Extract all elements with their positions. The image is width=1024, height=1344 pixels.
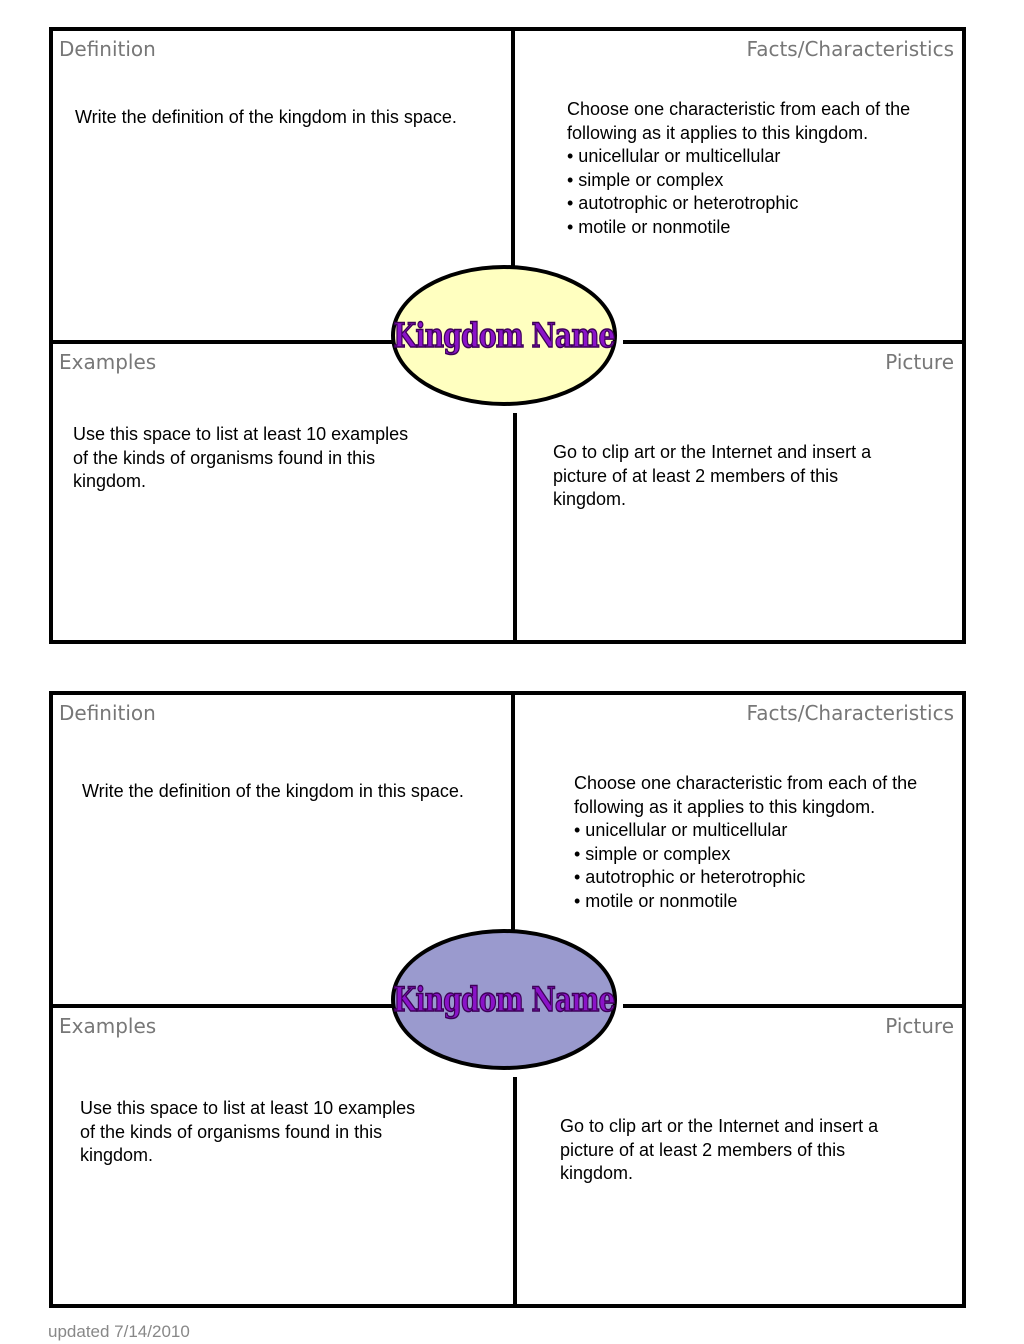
divider-left-horizontal: [53, 340, 393, 344]
picture-line: kingdom.: [560, 1163, 634, 1183]
facts-bullet: • autotrophic or heterotrophic: [574, 867, 806, 887]
facts-line: following as it applies to this kingdom.: [574, 796, 876, 817]
definition-label: Definition: [59, 701, 156, 725]
facts-label: Facts/Characteristics: [746, 701, 954, 725]
examples-label: Examples: [59, 1014, 157, 1038]
kingdom-name-title: Kingdom Name: [393, 979, 615, 1020]
facts-instructions: [567, 98, 910, 239]
examples-instructions: [80, 1097, 415, 1168]
facts-line: Choose one characteristic from each of the: [574, 773, 918, 793]
four-square-organizer-1: [49, 27, 966, 644]
examples-line: kingdom.: [80, 1145, 154, 1165]
facts-instructions: [574, 772, 917, 913]
definition-label: Definition: [59, 37, 156, 61]
examples-line: Use this space to list at least 10 examples: [73, 424, 409, 444]
picture-line: Go to clip art or the Internet and insert a: [553, 442, 872, 462]
examples-line: of the kinds of organisms found in this: [80, 1121, 383, 1142]
definition-text: Write the definition of the kingdom in this space.: [75, 107, 457, 127]
divider-top-vertical: [511, 31, 515, 269]
divider-bottom-vertical: [513, 1077, 517, 1308]
picture-line: Go to clip art or the Internet and insert a: [560, 1116, 879, 1136]
facts-line: Choose one characteristic from each of the: [567, 99, 911, 119]
facts-bullet: • autotrophic or heterotrophic: [567, 193, 799, 213]
updated-date-footer: updated 7/14/2010: [48, 1322, 190, 1341]
picture-line: kingdom.: [553, 489, 627, 509]
divider-right-horizontal: [623, 1004, 966, 1008]
definition-text: Write the definition of the kingdom in this space.: [82, 781, 464, 801]
kingdom-name-oval: [391, 265, 617, 406]
picture-instructions: [560, 1115, 878, 1186]
facts-bullet: • motile or nonmotile: [574, 890, 738, 911]
divider-bottom-vertical: [513, 413, 517, 644]
definition-instructions: [75, 106, 457, 130]
picture-label: Picture: [885, 350, 954, 374]
facts-label: Facts/Characteristics: [746, 37, 954, 61]
facts-bullet: • motile or nonmotile: [567, 216, 731, 237]
facts-bullet: • unicellular or multicellular: [567, 146, 781, 166]
facts-line: following as it applies to this kingdom.: [567, 122, 869, 143]
definition-instructions: [82, 780, 464, 804]
picture-line: picture of at least 2 members of this: [553, 465, 839, 486]
examples-line: of the kinds of organisms found in this: [73, 447, 376, 468]
facts-bullet: • simple or complex: [574, 843, 731, 864]
divider-top-vertical: [511, 695, 515, 933]
picture-label: Picture: [885, 1014, 954, 1038]
picture-instructions: [553, 441, 871, 512]
four-square-organizer-2: [49, 691, 966, 1308]
examples-instructions: [73, 423, 408, 494]
examples-line: kingdom.: [73, 471, 147, 491]
facts-bullet: • simple or complex: [567, 169, 724, 190]
facts-bullet: • unicellular or multicellular: [574, 820, 788, 840]
divider-right-horizontal: [623, 340, 966, 344]
kingdom-name-oval: [391, 929, 617, 1070]
examples-line: Use this space to list at least 10 examples: [80, 1098, 416, 1118]
kingdom-name-title: Kingdom Name: [393, 315, 615, 356]
divider-left-horizontal: [53, 1004, 393, 1008]
picture-line: picture of at least 2 members of this: [560, 1139, 846, 1160]
examples-label: Examples: [59, 350, 157, 374]
